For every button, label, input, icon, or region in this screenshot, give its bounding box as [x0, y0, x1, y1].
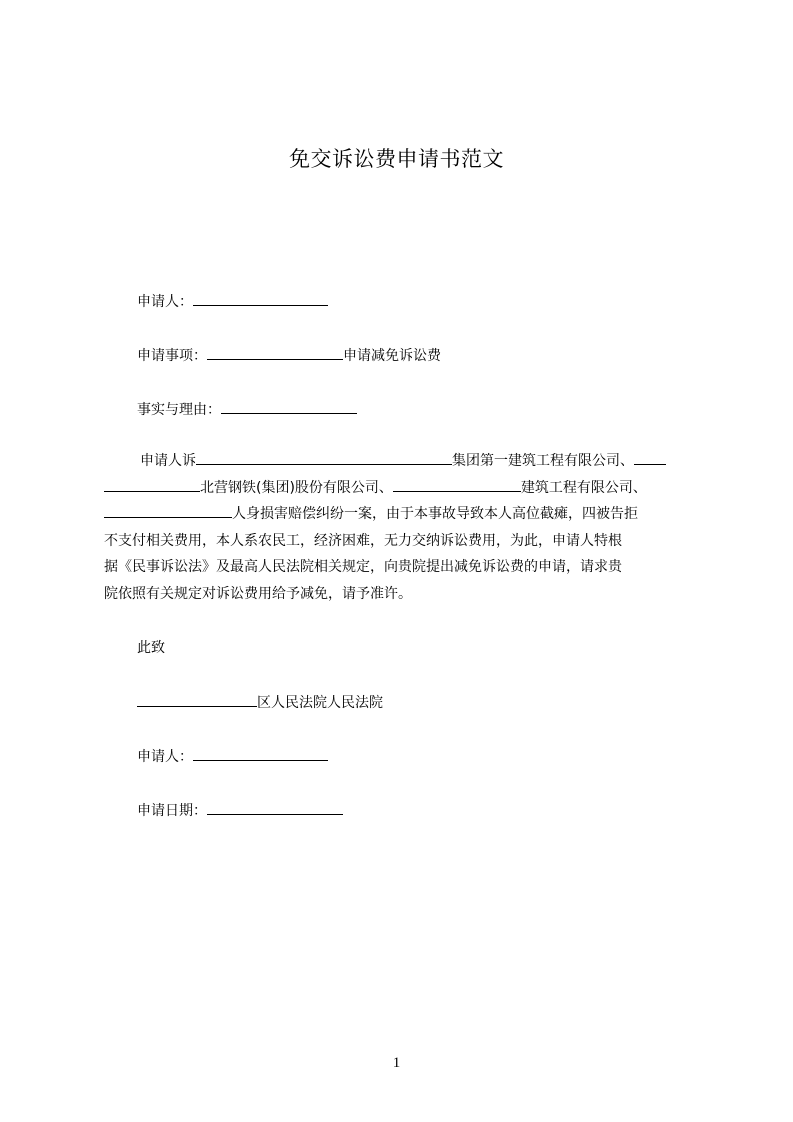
facts-line: [137, 399, 357, 420]
body-line-1-prefix: 申请人诉: [140, 453, 196, 469]
court-line: [137, 692, 383, 713]
body-line-3: [104, 501, 700, 528]
blank-2b: [393, 477, 521, 492]
blank-1a: [196, 450, 324, 465]
matter-line: [137, 345, 441, 366]
blank-1b: [324, 450, 452, 465]
blank-3a: [104, 503, 232, 518]
court-suffix: 区人民法院人民法院: [257, 695, 383, 711]
body-line-5: 据《民事诉讼法》及最高人民法院相关规定，向贵院提出减免诉讼费的申请，请求贵: [104, 559, 622, 575]
body-line-1-text: 集团第一建筑工程有限公司、: [452, 453, 634, 469]
applicant-line: [137, 291, 328, 312]
matter-blank: [207, 345, 343, 360]
closing-applicant-blank: [193, 746, 328, 761]
document-title: 免交诉讼费申请书范文: [289, 147, 504, 171]
body-line-1: [104, 448, 700, 475]
date-line: [137, 800, 343, 821]
body-line-6: 院依照有关规定对诉讼费用给予减免，请予准许。: [104, 585, 412, 602]
closing-applicant-label: 申请人：: [137, 749, 193, 765]
closing-applicant-line: [137, 746, 328, 767]
date-label: 申请日期：: [137, 803, 207, 819]
matter-label: 申请事项：: [137, 348, 207, 364]
applicant-label: 申请人：: [137, 294, 193, 310]
blank-2a: [104, 477, 200, 492]
blank-1c: [634, 450, 666, 465]
facts-label: 事实与理由：: [137, 402, 221, 418]
matter-suffix: 申请减免诉讼费: [343, 348, 441, 364]
body-line-2-text-a: 北营钢铁(集团)股份有限公司、: [200, 479, 393, 496]
date-blank: [207, 800, 343, 815]
applicant-blank: [193, 291, 328, 306]
body-line-2: [104, 475, 700, 502]
page-number: 1: [392, 1055, 401, 1071]
body-paragraph: [104, 448, 700, 607]
facts-blank: [221, 399, 357, 414]
body-line-3-text: 人身损害赔偿纠纷一案，由于本事故导致本人高位截瘫，四被告拒: [232, 506, 638, 522]
body-line-4: 不支付相关费用，本人系农民工，经济困难，无力交纳诉讼费用，为此，申请人特根: [104, 532, 622, 549]
body-line-2-text-b: 建筑工程有限公司、: [520, 479, 647, 496]
court-blank: [137, 692, 257, 707]
salute-line: 此致: [137, 640, 165, 656]
